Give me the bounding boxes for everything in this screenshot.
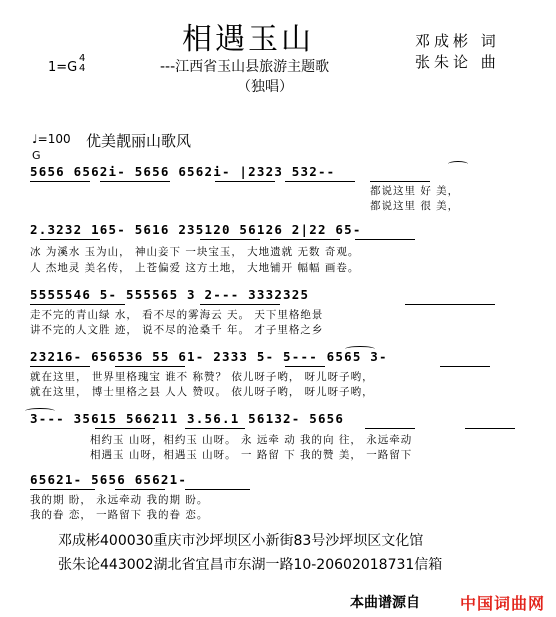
time-signature-top: 4 bbox=[79, 53, 86, 64]
beam-line bbox=[30, 181, 90, 182]
source-label: 本曲谱源自 bbox=[350, 595, 420, 611]
time-signature bbox=[79, 54, 85, 74]
beam-line bbox=[285, 181, 355, 182]
score-row-2-lyrics-2: 人 杰地灵 美名传， 上苍偏爱 这方土地， 大地铺开 幅幅 画卷。 bbox=[30, 262, 360, 274]
tie-mark bbox=[345, 346, 375, 352]
score-row-4-lyrics-1: 就在这里， 世界里格瑰宝 谁不 称赞？ 依儿呀子哟， 呀儿呀子哟， bbox=[30, 371, 374, 383]
score-row-1-lyrics-2: 都说这里 很 美， bbox=[370, 200, 460, 212]
score-row-6-lyrics-2: 我的眷 恋， 一路留下 我的眷 恋。 bbox=[30, 509, 209, 521]
beam-line bbox=[365, 428, 415, 429]
score-row-4-notes: 23216- 656536 55 61- 2333 5- 5--- 6565 3- bbox=[30, 349, 388, 364]
beam-line bbox=[100, 181, 170, 182]
beam-line bbox=[30, 489, 95, 490]
score-row-2-notes: 2.3232 165- 5616 235120 56126 2|22 65- bbox=[30, 222, 362, 237]
key-signature: 1=G bbox=[48, 60, 78, 75]
score-row-4-lyrics-2: 就在这里， 博士里格之县 人人 赞叹。 依儿呀子哟， 呀儿呀子哟， bbox=[30, 386, 374, 398]
beam-line bbox=[200, 304, 280, 305]
score-row-1-notes: 5656 6562i- 5656 6562i- |2323 532-- bbox=[30, 164, 336, 179]
score-row-5-lyrics-2: 相遇玉 山呀，相遇玉 山呀。 一 路留 下 我的赞 美， 一路留下 bbox=[90, 449, 413, 461]
beam-line bbox=[215, 181, 275, 182]
score-row-6-notes: 65621- 5656 65621- bbox=[30, 472, 188, 487]
beam-line bbox=[200, 239, 260, 240]
song-subtitle: ---江西省玉山县旅游主题歌 bbox=[160, 59, 330, 75]
tempo-expression: 优美靓丽山歌风 bbox=[86, 132, 192, 150]
beam-line bbox=[285, 366, 325, 367]
time-signature-bottom: 4 bbox=[79, 63, 86, 74]
beam-line bbox=[440, 366, 490, 367]
composer-address: 张朱论443002湖北省宜昌市东湖一路10-20602018731信箱 bbox=[58, 557, 443, 573]
beam-line bbox=[370, 181, 430, 182]
beam-line bbox=[405, 304, 495, 305]
lyricist-address: 邓成彬400030重庆市沙坪坝区小新街83号沙坪坝区文化馆 bbox=[58, 533, 424, 549]
tie-mark bbox=[25, 408, 55, 414]
composer-credit: 张朱论 曲 bbox=[415, 53, 500, 71]
beam-line bbox=[40, 239, 100, 240]
beam-line bbox=[465, 428, 515, 429]
performance-mode: （独唱） bbox=[237, 79, 293, 95]
guitar-chord-mark: G bbox=[32, 149, 41, 162]
score-row-5-lyrics-1: 相约玉 山呀，相约玉 山呀。 永 远牵 动 我的向 往， 永远牵动 bbox=[90, 434, 413, 446]
score-row-3-notes: 5555546 5- 555565 3 2--- 3332325 bbox=[30, 287, 310, 302]
beam-line bbox=[355, 239, 415, 240]
score-row-3-lyrics-2: 讲不完的人文胜 迹， 说不尽的沧桑千 年。 才子里格之乡 bbox=[30, 324, 324, 336]
score-row-3-lyrics-1: 走不完的青山绿 水， 看不尽的雾海云 天。 天下里格绝景 bbox=[30, 309, 324, 321]
beam-line bbox=[270, 239, 340, 240]
score-row-1-lyrics-1: 都说这里 好 美， bbox=[370, 185, 460, 197]
lyricist-credit: 邓成彬 词 bbox=[415, 32, 500, 50]
score-row-5-notes: 3--- 35615 566211 3.56.1 56132- 5656 bbox=[30, 411, 345, 426]
beam-line bbox=[115, 489, 165, 490]
score-row-6-lyrics-1: 我的期 盼， 永远牵动 我的期 盼。 bbox=[30, 494, 209, 506]
beam-line bbox=[185, 428, 245, 429]
beam-line bbox=[30, 304, 125, 305]
beam-line bbox=[115, 366, 185, 367]
beam-line bbox=[185, 489, 250, 490]
song-title: 相遇玉山 bbox=[182, 22, 314, 57]
beam-line bbox=[95, 428, 155, 429]
tempo-marking: ♩=100 bbox=[32, 132, 71, 146]
score-row-2-lyrics-1: 冰 为溪水 玉为山， 神山妾下 一块宝玉， 大地遗就 无数 奇观。 bbox=[30, 246, 360, 258]
beam-line bbox=[30, 366, 90, 367]
tie-mark bbox=[448, 161, 468, 167]
site-name[interactable]: 中国词曲网 bbox=[460, 594, 546, 613]
